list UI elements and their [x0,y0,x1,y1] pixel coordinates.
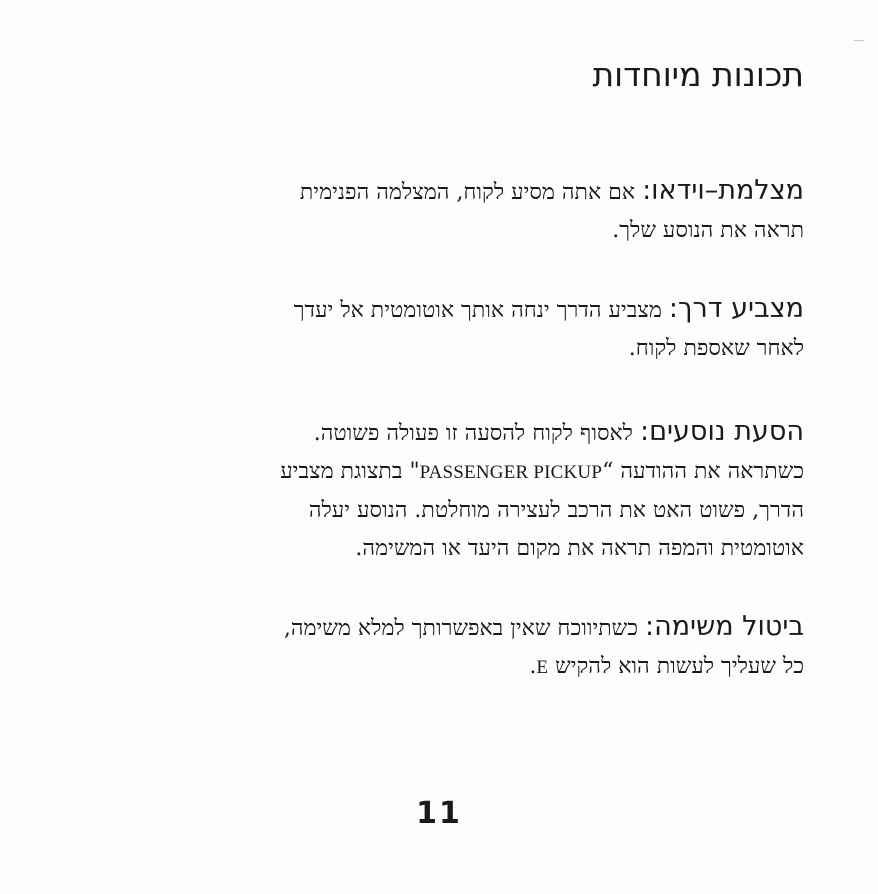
feature-term: הסעת נוסעים: [639,416,804,447]
page-number: 11 [416,796,462,831]
feature-line: לאחר שאספת לקוח. [628,336,804,361]
feature-text: לאסוף לקוח להסעה זו פעולה פשוטה. [313,421,640,446]
feature-waypoint [64,290,804,368]
passenger-pickup-message: PASSENGER PICKUP [419,462,603,483]
feature-line: תראה את הנוסע שלך. [612,218,804,243]
feature-line [64,413,804,453]
feature-text: אם אתה מסיע לקוח, המצלמה הפנימית [299,180,643,205]
key-e: E [536,657,549,678]
scan-edge-mark [854,40,864,41]
feature-text: . [529,654,537,679]
feature-line [64,648,804,687]
feature-cancel-mission [64,608,804,687]
feature-text: כשתיווכח שאין באפשרותך למלא משימה, [283,616,645,641]
page-title: תכונות מיוחדות [592,55,804,94]
feature-text: כל שעליך לעשות הוא להקיש [548,654,804,679]
feature-line [64,608,804,648]
feature-line [64,172,804,212]
feature-line: הדרך, פשוט האט את הרכב לעצירה מוחלטת. הנוסע יעלה [308,498,804,523]
feature-term: מצביע דרך: [668,293,804,324]
feature-line: אוטומטית והמפה תראה את מקום היעד או המשימה. [355,536,804,561]
feature-text: כשתראה את ההודעה “ [602,459,804,484]
feature-text: " בתצוגת מצביע [280,459,420,484]
feature-text: מצביע הדרך ינחה אותך אוטומטית אל יעדך [293,298,669,323]
feature-term: מצלמת–וידאו: [642,175,804,206]
feature-line [64,453,804,492]
feature-term: ביטול משימה: [644,611,804,642]
feature-line [64,290,804,330]
feature-video-camera [64,172,804,250]
feature-passenger-transport [64,413,804,568]
